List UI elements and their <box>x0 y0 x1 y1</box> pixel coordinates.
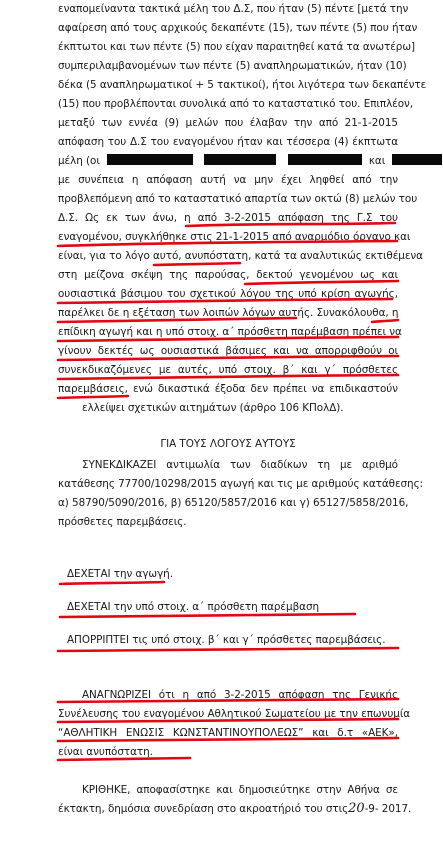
text-line: επίδικη αγωγή και η υπό στοιχ. α΄ πρόσθετη παρέμβαση πρέπει να <box>58 326 402 338</box>
text-line: ΣΥΝΕΚΔΙΚΑΖΕΙ αντιμωλία των διαδίκων τη με αριθμό <box>82 459 398 471</box>
text-line: Δ.Σ. Ως εκ των άνω, η από 3-2-2015 απόφαση της Γ.Σ του <box>58 212 398 224</box>
text-line: απόφαση του Δ.Σ του εναγομένου ήταν και τέσσερα (4) έκπτωτα <box>58 136 398 148</box>
redaction-block <box>107 154 193 165</box>
text-line: συνεκδικαζόμενες με αυτές, υπό στοιχ. β΄ και γ΄ πρόσθετες <box>58 364 398 376</box>
text-line: ΑΝΑΓΝΩΡΙΖΕΙ ότι η από 3-2-2015 απόφαση της Γενικής <box>82 689 398 701</box>
text-line: είναι, για το λόγο αυτό, ανυπόστατη, κατά τα αναλυτικώς εκτιθέμενα <box>58 250 423 262</box>
underline-mark <box>154 263 240 265</box>
text-line: Συνέλευσης του εναγομένου Αθλητικού Σωματείου με την επωνυμία <box>58 708 411 720</box>
text-line: είναι ανυπόστατη. <box>58 746 153 758</box>
text-line: ουσιαστικά βάσιμου του σχετικού λόγου της υπό κρίση αγωγής, <box>58 288 398 300</box>
underline-mark <box>60 582 164 584</box>
text-line: πρόσθετες παρεμβάσεις. <box>58 516 187 528</box>
operative-reject-interventions: ΑΠΟΡΡΙΠΤΕΙ τις υπό στοιχ. β΄ και γ΄ πρόσθετες παρεμβάσεις. <box>67 634 386 646</box>
redaction-block <box>288 154 362 165</box>
closing-line <box>58 801 412 816</box>
text-line: ΚΡΙΘΗΚΕ, αποφασίστηκε και δημοσιεύτηκε στην Αθήνα σε <box>82 784 398 796</box>
text-line: έκπτωτοι και των πέντε (5) που είχαν παραιτηθεί κατά τα ανωτέρω] <box>58 41 415 53</box>
operative-accept-claim: ΔΕΧΕΤΑΙ την αγωγή. <box>67 568 173 580</box>
redaction-block <box>204 154 276 165</box>
text-line: δέκα (5 αναπληρωματικοί + 5 τακτικοί), ήτοι λιγότερα των δεκαπέντε <box>58 79 427 91</box>
text-fragment: μέλη (οι <box>58 155 100 167</box>
text-line: συμπεριλαμβανομένων των πέντε (5) αναπληρωματικών, ήταν (10) <box>58 60 407 72</box>
redacted-members-line <box>58 154 398 168</box>
underline-mark <box>60 614 355 617</box>
text-line: μεταξύ των εννέα (9) μελών που έλαβαν την από 21-1-2015 <box>58 117 398 129</box>
text-fragment: και <box>368 155 386 167</box>
underline-mark <box>58 648 398 651</box>
text-line: προβλεπόμενη από το καταστατικό απαρτία των οκτώ (8) μελών του <box>58 193 418 205</box>
text-line: γίνουν δεκτές ως ουσιαστικά βάσιμες και να απορριφθούν οι <box>58 345 398 357</box>
text-line: κατάθεσης 77700/10298/2015 αγωγή και τις με αριθμούς κατάθεσης: <box>58 478 424 490</box>
text-fragment: -9- 2017. <box>364 803 412 815</box>
text-line: αφαίρεση από τους αρχικούς δεκαπέντε (15), των πέντε (5) που ήταν <box>58 22 418 34</box>
text-line: α) 58790/5090/2016, β) 65120/5857/2016 και γ) 65127/5858/2016, <box>58 497 409 509</box>
text-line: (15) που προβλέπονται συνολικά από το καταστατικό του. Επιπλέον, <box>58 98 414 110</box>
text-line: εναπομείναντα τακτικά μέλη του Δ.Σ, που ήταν (5) πέντε [μετά την <box>58 3 409 15</box>
text-line: με συνέπεια η απόφαση αυτή να μην έχει ληφθεί από την <box>58 174 398 186</box>
operative-accept-intervention: ΔΕΧΕΤΑΙ την υπό στοιχ. α΄ πρόσθετη παρέμβαση <box>67 601 320 613</box>
underline-mark <box>58 396 128 398</box>
underline-mark <box>372 320 398 322</box>
text-fragment: έκτακτη, δημόσια συνεδρίαση στο ακροατήριό του στις <box>58 803 349 815</box>
section-heading: ΓΙΑ ΤΟΥΣ ΛΟΓΟΥΣ ΑΥΤΟΥΣ <box>160 438 296 450</box>
text-line: “ΑΘΛΗΤΙΚΗ ΕΝΩΣΙΣ ΚΩΝΣΤΑΝΤΙΝΟΥΠΟΛΕΩΣ” και δ.τ «ΑΕΚ», <box>58 727 398 739</box>
text-line: παρεμβάσεις, ενώ δικαστικά έξοδα δεν πρέπει να επιδικαστούν <box>58 383 398 395</box>
text-line: στη μείζονα σκέψη της παρούσας, δεκτού γενομένου ως και <box>58 269 398 281</box>
handwritten-date: 20 <box>348 801 365 816</box>
redaction-block <box>392 154 442 165</box>
text-line: ελλείψει σχετικών αιτημάτων (άρθρο 106 ΚΠολΔ). <box>82 402 344 414</box>
text-line: εναγομένου, συγκλήθηκε στις 21-1-2015 από αναρμόδιο όργανο και <box>58 231 411 243</box>
text-line: παρέλκει δε η εξέταση των λοιπών λόγων αυτής. Συνακόλουθα, η <box>58 307 399 319</box>
